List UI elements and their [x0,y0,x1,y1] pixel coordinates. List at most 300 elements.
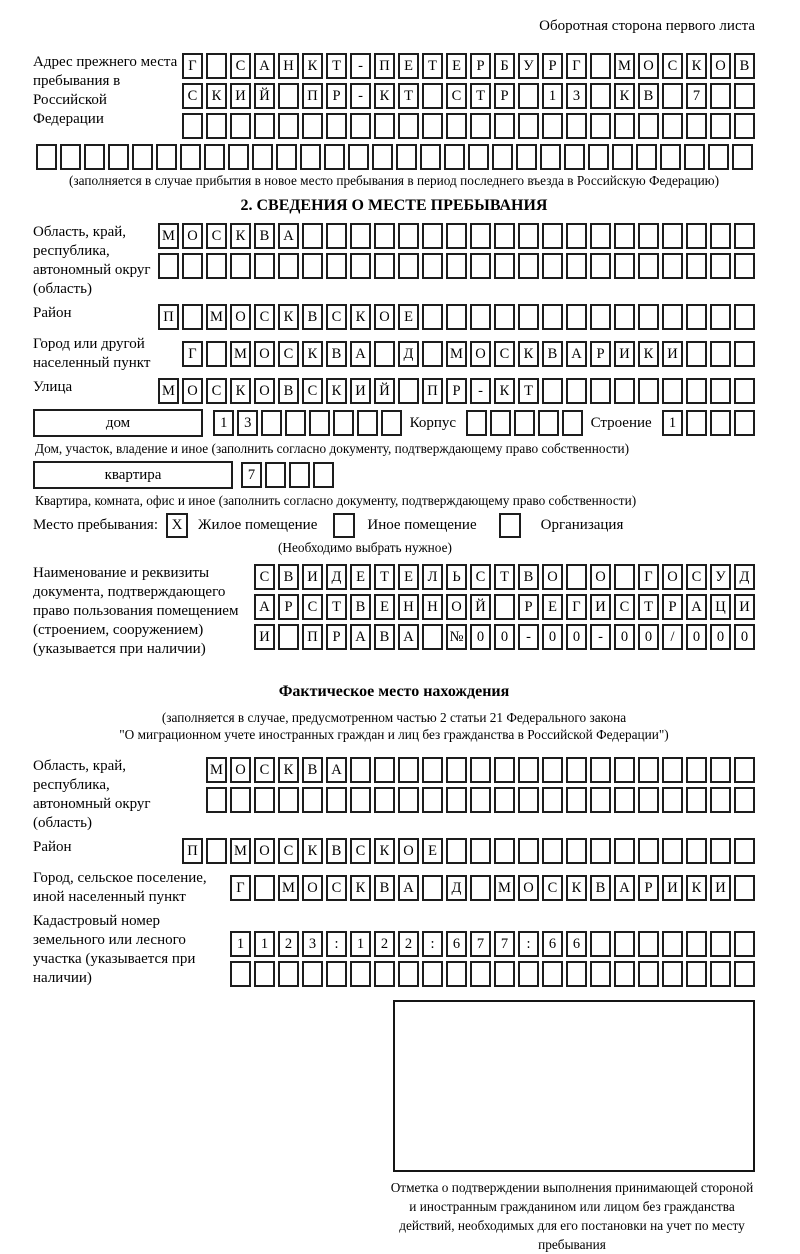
char-box[interactable] [686,341,707,367]
char-box[interactable] [734,931,755,957]
char-box[interactable]: Т [518,378,539,404]
char-box[interactable]: О [590,564,611,590]
char-box[interactable] [470,838,491,864]
char-box[interactable]: А [614,875,635,901]
char-box[interactable] [662,931,683,957]
char-box[interactable]: К [494,378,515,404]
char-box[interactable] [302,961,323,987]
char-box[interactable] [662,253,683,279]
char-box[interactable]: В [374,875,395,901]
char-box[interactable]: 1 [662,410,683,436]
char-box[interactable]: К [686,53,707,79]
char-box[interactable]: Й [470,594,491,620]
char-box[interactable]: М [230,341,251,367]
char-box[interactable] [734,304,755,330]
char-box[interactable]: О [254,838,275,864]
char-box[interactable]: А [398,875,419,901]
char-box[interactable] [326,787,347,813]
char-box[interactable]: А [686,594,707,620]
char-box[interactable] [333,410,354,436]
char-box[interactable] [302,223,323,249]
char-box[interactable] [326,223,347,249]
char-box[interactable] [206,341,227,367]
char-box[interactable]: № [446,624,467,650]
char-box[interactable] [446,223,467,249]
char-box[interactable] [381,410,402,436]
char-box[interactable] [590,253,611,279]
char-box[interactable] [350,223,371,249]
char-box[interactable] [518,253,539,279]
char-box[interactable] [686,304,707,330]
char-box[interactable] [278,787,299,813]
char-box[interactable] [662,757,683,783]
char-box[interactable] [156,144,177,170]
char-box[interactable] [662,304,683,330]
char-box[interactable] [710,787,731,813]
char-box[interactable]: С [302,594,323,620]
char-box[interactable] [518,223,539,249]
char-box[interactable] [710,223,731,249]
char-box[interactable]: П [302,83,323,109]
char-box[interactable]: Р [470,53,491,79]
char-box[interactable]: О [254,378,275,404]
char-box[interactable] [686,787,707,813]
char-box[interactable] [254,113,275,139]
char-box[interactable] [278,624,299,650]
char-box[interactable]: В [278,378,299,404]
char-box[interactable] [324,144,345,170]
char-box[interactable]: Е [422,838,443,864]
char-box[interactable]: 0 [638,624,659,650]
char-box[interactable] [60,144,81,170]
char-box[interactable]: Р [590,341,611,367]
char-box[interactable] [422,223,443,249]
char-box[interactable] [278,961,299,987]
char-box[interactable]: Д [446,875,467,901]
char-box[interactable] [494,961,515,987]
char-box[interactable] [614,931,635,957]
char-box[interactable] [710,961,731,987]
char-box[interactable]: Т [374,564,395,590]
char-box[interactable]: М [206,757,227,783]
char-box[interactable]: Р [326,624,347,650]
char-box[interactable] [300,144,321,170]
char-box[interactable]: Г [182,341,203,367]
char-box[interactable] [398,787,419,813]
char-box[interactable] [732,144,753,170]
char-box[interactable] [470,223,491,249]
char-box[interactable] [542,223,563,249]
char-box[interactable] [492,144,513,170]
char-box[interactable]: С [446,83,467,109]
char-box[interactable]: О [254,341,275,367]
char-box[interactable]: - [350,53,371,79]
char-box[interactable] [566,757,587,783]
char-box[interactable] [638,838,659,864]
char-box[interactable]: Е [398,53,419,79]
char-box[interactable] [566,223,587,249]
char-box[interactable] [326,253,347,279]
char-box[interactable] [542,378,563,404]
char-box[interactable]: О [638,53,659,79]
char-box[interactable] [254,787,275,813]
char-box[interactable] [374,787,395,813]
char-box[interactable] [518,304,539,330]
char-box[interactable] [398,378,419,404]
char-box[interactable]: В [638,83,659,109]
char-box[interactable] [398,961,419,987]
char-box[interactable]: О [230,304,251,330]
char-box[interactable] [285,410,306,436]
char-box[interactable]: - [350,83,371,109]
char-box[interactable] [518,83,539,109]
char-box[interactable] [230,961,251,987]
char-box[interactable] [566,113,587,139]
char-box[interactable]: С [254,564,275,590]
char-box[interactable] [638,378,659,404]
char-box[interactable] [494,838,515,864]
char-box[interactable] [372,144,393,170]
char-box[interactable]: В [518,564,539,590]
char-box[interactable] [734,838,755,864]
char-box[interactable] [614,253,635,279]
char-box[interactable] [494,113,515,139]
char-box[interactable] [446,961,467,987]
char-box[interactable]: 0 [614,624,635,650]
char-box[interactable] [446,757,467,783]
char-box[interactable]: Т [398,83,419,109]
char-box[interactable] [734,410,755,436]
char-box[interactable] [374,757,395,783]
char-box[interactable]: А [350,341,371,367]
char-box[interactable] [638,304,659,330]
char-box[interactable] [252,144,273,170]
char-box[interactable] [734,113,755,139]
char-box[interactable] [422,253,443,279]
char-box[interactable] [614,787,635,813]
char-box[interactable]: / [662,624,683,650]
char-box[interactable] [326,961,347,987]
char-box[interactable] [614,961,635,987]
char-box[interactable] [206,787,227,813]
char-box[interactable]: К [302,838,323,864]
char-box[interactable]: В [326,341,347,367]
char-box[interactable] [590,83,611,109]
char-box[interactable]: К [374,838,395,864]
char-box[interactable] [662,961,683,987]
char-box[interactable]: К [230,378,251,404]
char-box[interactable] [302,787,323,813]
char-box[interactable]: Т [638,594,659,620]
char-box[interactable] [734,341,755,367]
char-box[interactable]: Т [494,564,515,590]
char-box[interactable] [734,757,755,783]
stay-type-checkbox-org[interactable] [499,513,521,538]
char-box[interactable] [542,757,563,783]
char-box[interactable] [518,787,539,813]
char-box[interactable] [204,144,225,170]
char-box[interactable] [542,838,563,864]
char-box[interactable]: К [350,875,371,901]
char-box[interactable] [180,144,201,170]
char-box[interactable]: О [446,594,467,620]
char-box[interactable] [36,144,57,170]
char-box[interactable]: О [374,304,395,330]
char-box[interactable] [398,113,419,139]
char-box[interactable] [350,787,371,813]
char-box[interactable] [684,144,705,170]
char-box[interactable]: А [278,223,299,249]
char-box[interactable]: Д [326,564,347,590]
char-box[interactable]: 2 [374,931,395,957]
char-box[interactable]: И [254,624,275,650]
char-box[interactable] [206,53,227,79]
char-box[interactable]: Е [398,304,419,330]
char-box[interactable] [710,304,731,330]
char-box[interactable]: Г [182,53,203,79]
char-box[interactable]: Е [542,594,563,620]
char-box[interactable]: Д [734,564,755,590]
char-box[interactable] [590,961,611,987]
char-box[interactable]: О [470,341,491,367]
char-box[interactable] [614,223,635,249]
char-box[interactable] [374,341,395,367]
char-box[interactable]: С [326,304,347,330]
char-box[interactable] [590,53,611,79]
char-box[interactable] [206,113,227,139]
char-box[interactable] [206,253,227,279]
char-box[interactable]: С [278,838,299,864]
char-box[interactable]: 6 [566,931,587,957]
char-box[interactable]: 3 [302,931,323,957]
char-box[interactable]: П [422,378,443,404]
char-box[interactable] [686,378,707,404]
char-box[interactable]: А [326,757,347,783]
char-box[interactable] [422,624,443,650]
char-box[interactable] [590,113,611,139]
char-box[interactable] [614,757,635,783]
char-box[interactable]: 7 [494,931,515,957]
char-box[interactable] [566,304,587,330]
char-box[interactable]: П [374,53,395,79]
char-box[interactable] [662,223,683,249]
char-box[interactable] [734,875,755,901]
char-box[interactable]: В [302,304,323,330]
char-box[interactable] [230,253,251,279]
char-box[interactable] [614,113,635,139]
char-box[interactable]: Р [326,83,347,109]
char-box[interactable] [494,757,515,783]
char-box[interactable] [710,83,731,109]
char-box[interactable]: : [518,931,539,957]
char-box[interactable] [542,304,563,330]
char-box[interactable] [662,113,683,139]
char-box[interactable]: : [422,931,443,957]
char-box[interactable]: Р [446,378,467,404]
char-box[interactable]: 1 [230,931,251,957]
char-box[interactable] [686,253,707,279]
char-box[interactable] [398,757,419,783]
char-box[interactable] [206,838,227,864]
char-box[interactable] [182,253,203,279]
char-box[interactable] [734,378,755,404]
char-box[interactable]: П [182,838,203,864]
char-box[interactable] [566,787,587,813]
char-box[interactable]: О [302,875,323,901]
char-box[interactable] [518,757,539,783]
char-box[interactable] [254,253,275,279]
char-box[interactable]: И [350,378,371,404]
char-box[interactable] [313,462,334,488]
char-box[interactable] [446,787,467,813]
char-box[interactable] [734,787,755,813]
char-box[interactable] [564,144,585,170]
char-box[interactable] [422,757,443,783]
char-box[interactable]: И [662,341,683,367]
char-box[interactable] [540,144,561,170]
char-box[interactable]: 1 [254,931,275,957]
char-box[interactable]: С [302,378,323,404]
char-box[interactable]: 7 [686,83,707,109]
char-box[interactable] [470,253,491,279]
char-box[interactable] [710,378,731,404]
char-box[interactable] [636,144,657,170]
char-box[interactable]: С [494,341,515,367]
char-box[interactable]: М [278,875,299,901]
char-box[interactable]: 7 [241,462,262,488]
char-box[interactable]: Е [398,564,419,590]
char-box[interactable] [518,113,539,139]
char-box[interactable]: Н [398,594,419,620]
char-box[interactable]: А [350,624,371,650]
char-box[interactable] [734,223,755,249]
char-box[interactable] [466,410,487,436]
char-box[interactable] [422,341,443,367]
char-box[interactable]: А [398,624,419,650]
char-box[interactable] [230,113,251,139]
char-box[interactable] [710,931,731,957]
char-box[interactable]: С [230,53,251,79]
char-box[interactable]: О [662,564,683,590]
char-box[interactable]: 7 [470,931,491,957]
char-box[interactable] [686,961,707,987]
char-box[interactable] [566,961,587,987]
char-box[interactable] [84,144,105,170]
char-box[interactable]: М [158,223,179,249]
char-box[interactable] [494,594,515,620]
char-box[interactable] [254,875,275,901]
char-box[interactable]: У [518,53,539,79]
char-box[interactable]: Г [230,875,251,901]
char-box[interactable]: 3 [566,83,587,109]
char-box[interactable]: И [590,594,611,620]
char-box[interactable]: М [446,341,467,367]
char-box[interactable]: О [398,838,419,864]
char-box[interactable] [518,961,539,987]
char-box[interactable] [396,144,417,170]
char-box[interactable]: К [278,304,299,330]
char-box[interactable] [710,410,731,436]
char-box[interactable] [446,113,467,139]
char-box[interactable] [470,304,491,330]
char-box[interactable]: - [518,624,539,650]
char-box[interactable] [638,787,659,813]
char-box[interactable] [398,253,419,279]
char-box[interactable] [614,564,635,590]
char-box[interactable]: Ц [710,594,731,620]
char-box[interactable]: И [662,875,683,901]
char-box[interactable] [710,341,731,367]
char-box[interactable] [542,961,563,987]
char-box[interactable] [422,875,443,901]
char-box[interactable]: 0 [734,624,755,650]
char-box[interactable]: Т [422,53,443,79]
char-box[interactable]: О [542,564,563,590]
char-box[interactable] [261,410,282,436]
char-box[interactable]: - [590,624,611,650]
char-box[interactable]: П [302,624,323,650]
char-box[interactable]: Р [542,53,563,79]
char-box[interactable] [542,253,563,279]
char-box[interactable]: К [518,341,539,367]
char-box[interactable] [710,253,731,279]
char-box[interactable] [614,304,635,330]
char-box[interactable] [420,144,441,170]
char-box[interactable] [734,961,755,987]
char-box[interactable] [230,787,251,813]
char-box[interactable] [470,113,491,139]
char-box[interactable]: П [158,304,179,330]
char-box[interactable] [686,223,707,249]
char-box[interactable] [494,223,515,249]
char-box[interactable]: М [614,53,635,79]
char-box[interactable]: С [614,594,635,620]
char-box[interactable] [470,961,491,987]
char-box[interactable]: В [374,624,395,650]
char-box[interactable] [470,757,491,783]
char-box[interactable] [494,304,515,330]
char-box[interactable]: Р [278,594,299,620]
char-box[interactable]: М [206,304,227,330]
char-box[interactable]: В [590,875,611,901]
char-box[interactable] [686,931,707,957]
char-box[interactable] [374,223,395,249]
char-box[interactable]: И [734,594,755,620]
char-box[interactable] [638,757,659,783]
char-box[interactable]: 2 [278,931,299,957]
char-box[interactable] [350,961,371,987]
char-box[interactable] [638,961,659,987]
char-box[interactable] [612,144,633,170]
char-box[interactable] [374,253,395,279]
char-box[interactable]: : [326,931,347,957]
char-box[interactable] [422,113,443,139]
char-box[interactable] [566,253,587,279]
char-box[interactable] [638,253,659,279]
char-box[interactable]: 0 [566,624,587,650]
char-box[interactable]: Р [662,594,683,620]
char-box[interactable] [562,410,583,436]
char-box[interactable]: К [230,223,251,249]
char-box[interactable] [357,410,378,436]
char-box[interactable]: И [614,341,635,367]
char-box[interactable]: 6 [542,931,563,957]
char-box[interactable]: 1 [213,410,234,436]
char-box[interactable] [662,787,683,813]
char-box[interactable]: И [710,875,731,901]
char-box[interactable] [710,838,731,864]
char-box[interactable] [542,787,563,813]
